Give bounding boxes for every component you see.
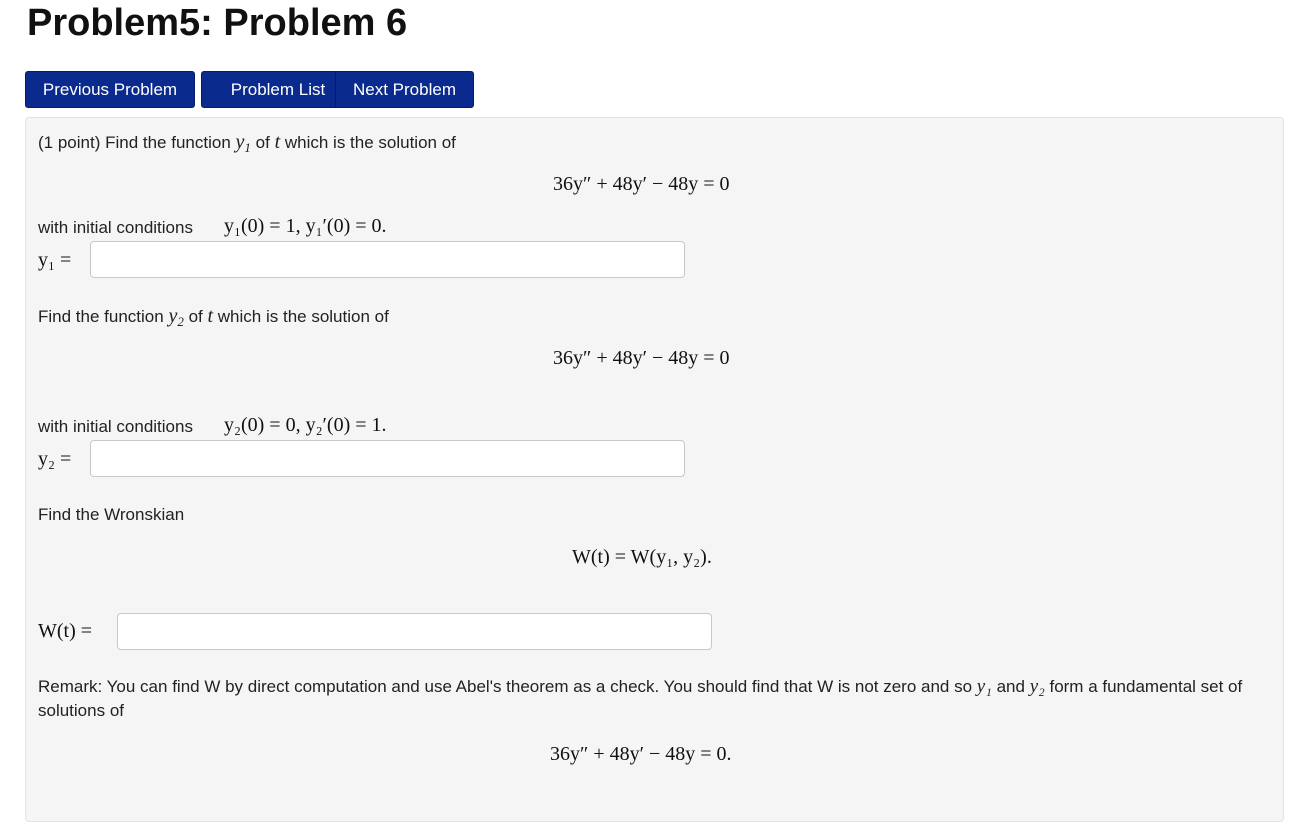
- wronskian-answer-input[interactable]: [117, 613, 712, 650]
- question-1-var: $y_1$: [235, 131, 251, 155]
- next-problem-button[interactable]: Next Problem: [335, 71, 474, 108]
- y2-answer-input[interactable]: [90, 440, 685, 477]
- question-1-prefix: (1 point) Find the function: [38, 133, 231, 152]
- page-title: Problem5: Problem 6: [27, 2, 408, 44]
- initial-conditions-1: y₁(0) = 1, y₁′(0) = 0.: [224, 215, 387, 237]
- differential-equation-2: 36y″ + 48y′ − 48y = 0: [553, 347, 730, 369]
- differential-equation-final: 36y″ + 48y′ − 48y = 0.: [550, 743, 732, 765]
- question-2-var: $y_2$: [168, 305, 184, 329]
- answer-1-label: y₁ =: [38, 249, 72, 271]
- initial-conditions-label-2: with initial conditions: [38, 417, 193, 436]
- problem-body: [25, 117, 1284, 822]
- previous-problem-button[interactable]: Previous Problem: [25, 71, 195, 108]
- remark-text: Remark: You can find W by direct computation and use Abel's theorem as a check. You should find that W is not zero and so y₁ and y₂ form a fundamental set of solutions of: [38, 676, 1243, 720]
- answer-3-label: W(t) =: [38, 620, 93, 642]
- answer-2-label: y₂ =: [38, 448, 72, 470]
- initial-conditions-2: y₂(0) = 0, y₂′(0) = 1.: [224, 414, 387, 436]
- wronskian-prompt: Find the Wronskian: [38, 505, 185, 524]
- differential-equation-1: 36y″ + 48y′ − 48y = 0: [553, 173, 730, 195]
- y1-answer-input[interactable]: [90, 241, 685, 278]
- question-2-text: Find the function $y_2$ of t which is the solution of: [38, 305, 389, 329]
- wronskian-definition: W(t) = W(y₁, y₂).: [572, 546, 712, 568]
- problem-list-button[interactable]: Problem List: [201, 71, 355, 108]
- question-1-text: (1 point) Find the function $y_1$ of t which is the solution of: [38, 131, 456, 155]
- initial-conditions-label-1: with initial conditions: [38, 218, 193, 237]
